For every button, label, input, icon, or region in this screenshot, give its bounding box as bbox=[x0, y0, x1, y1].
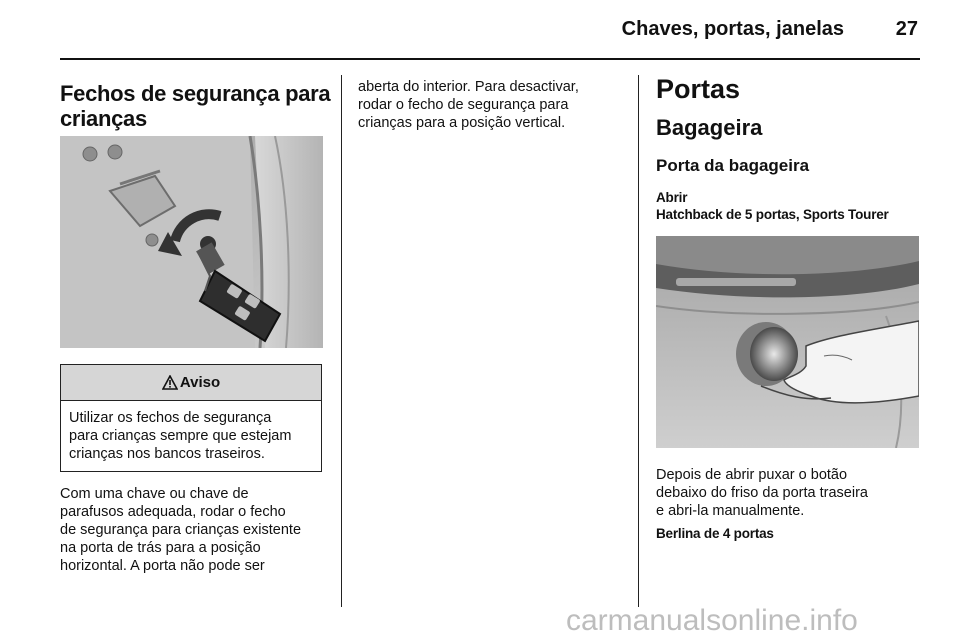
tailgate-instructions bbox=[656, 466, 926, 520]
header-rule bbox=[60, 58, 920, 60]
heading-porta-bagageira: Porta da bagageira bbox=[656, 156, 810, 175]
child-lock-instructions bbox=[60, 485, 330, 575]
body-line: e abri-la manualmente. bbox=[656, 503, 805, 519]
watermark: carmanualsonline.info bbox=[566, 604, 858, 637]
child-lock-illustration bbox=[60, 136, 323, 348]
warning-box bbox=[60, 364, 322, 472]
body-line: Depois de abrir puxar o botão bbox=[656, 467, 848, 483]
heading-bagageira: Bagageira bbox=[656, 115, 763, 140]
section-heading bbox=[60, 81, 330, 131]
page-number: 27 bbox=[895, 18, 918, 40]
body-line: Com uma chave ou chave de bbox=[60, 486, 249, 502]
warning-title: Aviso bbox=[179, 374, 221, 391]
warning-triangle-icon bbox=[162, 375, 178, 390]
label-abrir: Abrir bbox=[656, 190, 688, 205]
warning-header bbox=[61, 365, 321, 401]
section-heading-line2: crianças bbox=[60, 106, 147, 131]
warning-line: Utilizar os fechos de segurança bbox=[69, 410, 272, 426]
tailgate-handle-image bbox=[656, 236, 919, 448]
body-line: aberta do interior. Para desactivar, bbox=[358, 79, 579, 95]
column-divider-1 bbox=[341, 75, 342, 607]
column-divider-2 bbox=[638, 75, 639, 607]
running-header-title: Chaves, portas, janelas bbox=[621, 18, 844, 40]
label-hatchback: Hatchback de 5 portas, Sports Tourer bbox=[656, 207, 889, 222]
body-line: de segurança para crianças existente bbox=[60, 522, 302, 538]
warning-text bbox=[61, 401, 321, 471]
body-line: na porta de trás para a posição bbox=[60, 540, 261, 556]
warning-line: para crianças sempre que estejam bbox=[69, 428, 292, 444]
body-line: debaixo do friso da porta traseira bbox=[656, 485, 868, 501]
body-line: rodar o fecho de segurança para bbox=[358, 97, 569, 113]
child-lock-instructions-continued bbox=[358, 78, 633, 132]
body-line: crianças para a posição vertical. bbox=[358, 115, 566, 131]
label-berlina: Berlina de 4 portas bbox=[656, 526, 774, 541]
heading-portas: Portas bbox=[656, 74, 741, 104]
warning-line: crianças nos bancos traseiros. bbox=[69, 446, 265, 462]
body-line: horizontal. A porta não pode ser bbox=[60, 558, 265, 574]
door-child-lock-key-image bbox=[60, 136, 323, 348]
body-line: parafusos adequada, rodar o fecho bbox=[60, 504, 286, 520]
tailgate-illustration bbox=[656, 236, 919, 448]
section-heading-line1: Fechos de segurança para bbox=[60, 81, 331, 106]
